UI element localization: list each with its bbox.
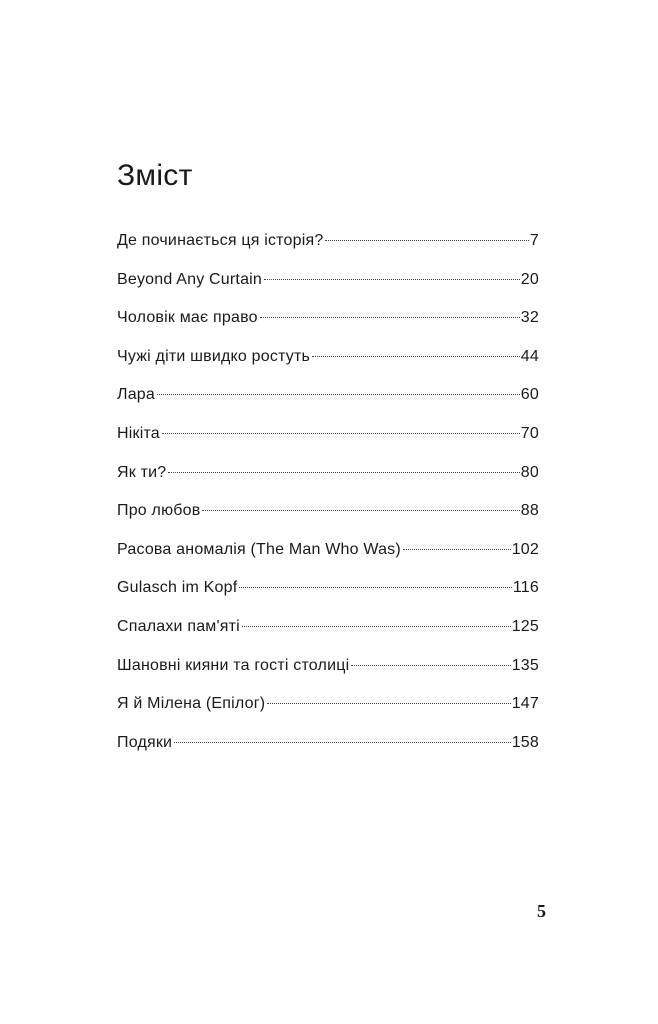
toc-entry[interactable]: [117, 655, 539, 694]
toc-entry-page: 125: [511, 617, 539, 635]
toc-entry-page: 7: [529, 232, 539, 249]
page-number: 5: [537, 901, 546, 921]
page-title: Зміст: [117, 159, 193, 192]
dot-leader: [239, 587, 512, 588]
toc-entry-page: 80: [520, 463, 539, 481]
toc-entry-title: Beyond Any Curtain: [117, 270, 263, 288]
toc-entry[interactable]: [117, 577, 539, 616]
toc-entry[interactable]: [117, 230, 539, 269]
toc-entry-title: Нікіта: [117, 424, 160, 442]
toc-entry-page: 116: [512, 579, 539, 597]
toc-entry[interactable]: [117, 462, 539, 501]
toc-entry-page: 20: [520, 270, 539, 288]
dot-leader: [267, 703, 510, 704]
dot-leader: [157, 394, 520, 395]
toc-entry[interactable]: [117, 346, 539, 385]
toc-entry[interactable]: [117, 269, 539, 308]
toc-entry-title: Я й Мілена (Епілог): [117, 695, 266, 713]
toc-entry-page: 147: [511, 695, 539, 713]
dot-leader: [162, 433, 520, 434]
dot-leader: [242, 626, 511, 627]
toc-entry-title: Лара: [117, 386, 155, 404]
toc-entry[interactable]: [117, 423, 539, 462]
toc-entry-title: Шановні кияни та гості столиці: [117, 656, 350, 674]
toc-entry-page: 44: [520, 347, 539, 365]
toc-entry-page: 32: [520, 309, 539, 327]
toc-entry-page: 88: [520, 502, 539, 520]
toc-entry-title: Як ти?: [117, 463, 167, 481]
toc-entry-page: 135: [511, 656, 539, 674]
dot-leader: [325, 240, 528, 241]
toc-entry-title: Спалахи пам'яті: [117, 617, 240, 635]
toc-entry-title: Де починається ця історія?: [117, 232, 324, 249]
toc-entry-page: 158: [511, 733, 539, 751]
toc-entry-page: 102: [511, 540, 539, 558]
dot-leader: [403, 549, 511, 550]
dot-leader: [174, 742, 511, 743]
dot-leader: [168, 472, 519, 473]
dot-leader: [202, 510, 519, 511]
toc-entry-title: Расова аномалія (The Man Who Was): [117, 540, 401, 558]
toc-entry[interactable]: [117, 693, 539, 732]
dot-leader: [312, 356, 520, 357]
table-of-contents: [117, 230, 539, 770]
toc-entry[interactable]: [117, 616, 539, 655]
toc-entry-title: Про любов: [117, 502, 201, 520]
toc-entry-title: Чужі діти швидко ростуть: [117, 347, 311, 365]
toc-entry-title: Gulasch im Kopf: [117, 579, 238, 597]
toc-entry[interactable]: [117, 307, 539, 346]
dot-leader: [260, 317, 520, 318]
toc-entry[interactable]: [117, 732, 539, 771]
dot-leader: [351, 665, 510, 666]
toc-entry[interactable]: [117, 384, 539, 423]
toc-entry-title: Подяки: [117, 733, 173, 751]
dot-leader: [264, 279, 520, 280]
toc-entry-title: Чоловік має право: [117, 309, 258, 327]
toc-entry-page: 70: [520, 424, 539, 442]
toc-entry-page: 60: [520, 386, 539, 404]
toc-entry[interactable]: [117, 500, 539, 539]
toc-entry[interactable]: [117, 539, 539, 578]
